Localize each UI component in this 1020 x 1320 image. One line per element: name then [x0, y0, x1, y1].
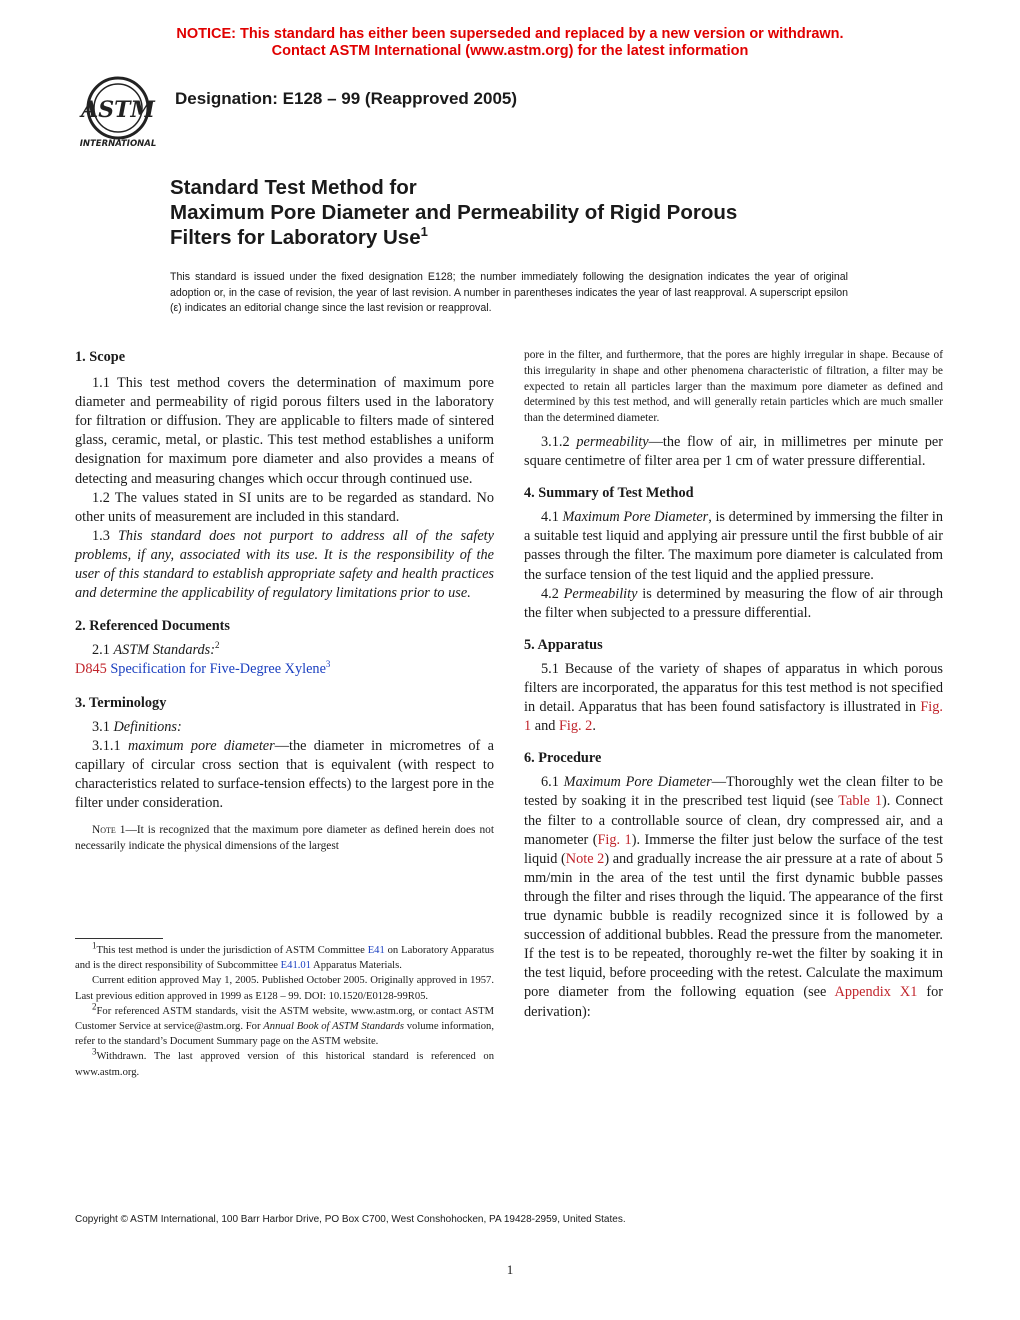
- para-3-1-text: Definitions:: [113, 718, 182, 735]
- term-permeability: permeability: [576, 433, 649, 450]
- para-5-1-end: .: [592, 718, 596, 735]
- subcommittee-e41-01-link[interactable]: E41.01: [280, 960, 311, 972]
- notice-line-1: NOTICE: This standard has either been superseded and replaced by a new version or withdrawn.: [176, 26, 844, 42]
- para-4-1-number: 4.1: [541, 509, 563, 526]
- d845-link[interactable]: D845: [75, 661, 107, 678]
- table-1-link[interactable]: Table 1: [838, 793, 882, 810]
- note-1-text: —It is recognized that the maximum pore diameter as defined herein does not necessarily indicate the physical dimensions of the largest: [75, 824, 495, 852]
- footnote-2-text-a: For referenced ASTM standards, visit the ASTM website, www.astm.org, or contact ASTM Customer Service at service@astm.org. For: [75, 1005, 494, 1033]
- title-line-1: Standard Test Method for: [170, 176, 417, 199]
- astm-logo-caption: INTERNATIONAL: [79, 139, 157, 149]
- issue-statement: This standard is issued under the fixed designation E128; the number immediately following the designation indicates the year of original adoption or, in the case of revision, the year of last revision. A number in parentheses indicates the year of last reapproval. A superscript epsilon (ε) indicates an editorial change since the last revision or reapproval.: [170, 271, 848, 315]
- para-3-1-1-text: —the diameter in micrometres of a capillary of circular cross section that is equivalent (with respect to characteristics related to surface-tension effects) to the largest pore in the filter under consideration.: [75, 737, 494, 811]
- page-number: 1: [506, 1262, 514, 1277]
- para-4-1-text: , is determined by immersing the filter in a suitable test liquid and applying air pressure until the first bubble of air passes through the filter. The maximum pore diameter is calculated from the surface tension of the test liquid and the applied pressure.: [524, 509, 943, 583]
- para-6-1: [524, 773, 943, 1021]
- para-2-1: [75, 641, 494, 660]
- para-4-2-text: is determined by measuring the flow of air through the filter when subjected to a pressure differential.: [524, 585, 944, 621]
- appendix-x1-link[interactable]: Appendix X1: [834, 984, 918, 1001]
- footnote-divider: [75, 938, 163, 939]
- para-3-1-1-number: 3.1.1: [92, 737, 128, 754]
- para-1-2: 1.2 The values stated in SI units are to be regarded as standard. No other units of measurement are included in this standard.: [75, 489, 494, 525]
- para-6-1-number: 6.1: [541, 774, 564, 791]
- footnote-1-text-c: Apparatus Materials.: [310, 960, 402, 972]
- refdocs-heading: 2. Referenced Documents: [75, 618, 230, 635]
- note-1-label: Note 1: [92, 824, 126, 837]
- para-3-1-2-number: 3.1.2: [541, 433, 577, 450]
- withdrawal-notice: [0, 26, 1020, 60]
- para-2-1-sup: 2: [215, 640, 220, 651]
- para-5-1-text: 5.1 Because of the variety of shapes of apparatus in which porous filters are incorporated, the apparatus for this test method is not specified in detail. Apparatus that has been found satisfactory is illustrated in: [524, 660, 943, 716]
- right-column: [524, 348, 943, 1022]
- footnote-2: [75, 1001, 494, 1050]
- para-4-2-term: Permeability: [563, 585, 638, 602]
- para-4-2: [524, 585, 943, 623]
- footnote-2-text-b: volume information, refer to the standard’s Document Summary page on the ASTM website.: [75, 1021, 494, 1048]
- para-3-1-1: [75, 737, 494, 813]
- para-6-1-text-c: ). Immerse the filter just below the surface of the test liquid (: [524, 831, 943, 867]
- para-4-1: [524, 508, 943, 584]
- committee-e41-link[interactable]: E41: [367, 945, 385, 956]
- footnote-1-text-a: This test method is under the jurisdiction of ASTM Committee: [96, 945, 368, 956]
- para-5-1-and: and: [531, 718, 559, 735]
- para-2-1-number: 2.1: [92, 642, 114, 659]
- note-1-continued: pore in the filter, and furthermore, that the pores are highly irregular in shape. Because of this irregularity in shape and other phenomena characteristic of filtration, a filter may be expected to retain all particles larger than the maximum pore diameter as defined and determined by this test method, and will generally retain particles which are much smaller than the determined diameter.: [524, 349, 943, 425]
- para-6-1-text-e: for derivation):: [524, 984, 943, 1020]
- left-column: [75, 348, 494, 855]
- para-3-1-2: [524, 433, 943, 471]
- designation: Designation: E128 – 99 (Reapproved 2005): [175, 89, 518, 108]
- para-6-1-text-b: ). Connect the filter to a controllable source of clean, dry compressed air, and a manometer (: [524, 793, 943, 848]
- summary-heading: 4. Summary of Test Method: [524, 485, 694, 502]
- title-footnote-mark: 1: [420, 224, 428, 240]
- scope-heading: 1. Scope: [75, 349, 126, 365]
- para-4-1-term: Maximum Pore Diameter: [562, 509, 709, 526]
- para-3-1-number: 3.1: [92, 718, 114, 735]
- footnote-1: [75, 940, 494, 973]
- para-5-1: [524, 660, 943, 736]
- para-6-1-text-a: —Thoroughly wet the clean filter to be tested by soaking it in the prescribed test liquid (see: [524, 774, 943, 810]
- apparatus-heading: 5. Apparatus: [524, 636, 603, 653]
- para-6-1-text-d: ) and gradually increase the air pressure at a rate of about 5 mm/min in the area of the test until the first dynamic bubble passes through the filter and rises through the liquid. The appearance of the first true dynamic bubble is readily recognized since it is followed by a succession of additional bubbles. Read the pressure from the manometer. If the test is to be repeated, thoroughly re-wet the filter by soaking it in the test liquid, before proceeding with the retest. Calculate the maximum pore diameter from the following equation (see: [524, 850, 943, 1001]
- para-2-1-text: ASTM Standards:: [113, 642, 215, 659]
- para-3-1-2-text: —the flow of air, in millimetres per minute per square centimetre of filter area per 1 cm of water pressure differential.: [524, 433, 943, 470]
- copyright-line: Copyright © ASTM International, 100 Barr Harbor Drive, PO Box C700, West Conshohocken, PA 19428-2959, United States.: [75, 1214, 626, 1225]
- terminology-heading: 3. Terminology: [75, 694, 167, 711]
- para-3-1: [75, 718, 494, 737]
- astm-logo: [72, 72, 164, 152]
- footnote-2-mark: 2: [92, 1001, 97, 1012]
- para-6-1-term: Maximum Pore Diameter: [563, 774, 712, 791]
- footnote-2-italic: Annual Book of ASTM Standards: [263, 1021, 404, 1033]
- document-title: [170, 175, 737, 250]
- note-1: [75, 823, 494, 855]
- note-2-link[interactable]: Note 2: [565, 850, 605, 867]
- footnote-1-text-b: on Laboratory Apparatus and is the direct responsibility of Subcommittee: [75, 945, 494, 972]
- para-6-1-fig-1-link[interactable]: Fig. 1: [597, 831, 632, 848]
- term-max-pore-diameter: maximum pore diameter: [127, 737, 275, 754]
- para-4-2-number: 4.2: [541, 585, 564, 602]
- footnote-3-text: Withdrawn. The last approved version of this historical standard is referenced on www.astm.org.: [75, 1051, 494, 1078]
- notice-line-2: Contact ASTM International (www.astm.org) for the latest information: [271, 43, 749, 59]
- d845-sup: 3: [325, 659, 331, 670]
- para-1-1: 1.1 This test method covers the determination of maximum pore diameter and permeability of rigid porous filters used in the laboratory for filtration or diffusion. They are applicable to filters made of sintered glass, ceramic, metal, or plastic. This test method establishes a uniform designation for maximum pore diameter and also provides a means of detecting and measuring changes which occur through continued use.: [75, 375, 494, 487]
- para-1-3-number: 1.3: [92, 527, 118, 544]
- reference-d845: [75, 660, 494, 679]
- footnote-1-edition: Current edition approved May 1, 2005. Published October 2005. Originally approved in 1957. Last previous edition approved in 1999 as E128 – 99. DOI: 10.1520/E0128-99R05.: [75, 975, 494, 1002]
- astm-logo-mark: [72, 72, 164, 152]
- para-1-3-text: This standard does not purport to address all of the safety problems, if any, associated with its use. It is the responsibility of the user of this standard to establish appropriate safety and health practices and determine the applicability of regulatory limitations prior to use.: [75, 527, 494, 602]
- fig-1-link[interactable]: Fig. 1: [524, 699, 943, 735]
- footnote-3-mark: 3: [92, 1046, 97, 1057]
- title-line-3: Filters for Laboratory Use: [170, 226, 421, 249]
- footnote-1-mark: 1: [92, 940, 97, 951]
- title-line-2: Maximum Pore Diameter and Permeability of Rigid Porous: [170, 201, 738, 224]
- fig-2-link[interactable]: Fig. 2: [558, 718, 593, 735]
- footnote-3: [75, 1046, 494, 1079]
- d845-title-link[interactable]: Specification for Five-Degree Xylene: [110, 661, 326, 678]
- procedure-heading: 6. Procedure: [524, 750, 602, 767]
- footnotes: [75, 940, 494, 1080]
- astm-logo-letters: ASTM: [81, 97, 155, 123]
- para-1-3: [75, 527, 494, 603]
